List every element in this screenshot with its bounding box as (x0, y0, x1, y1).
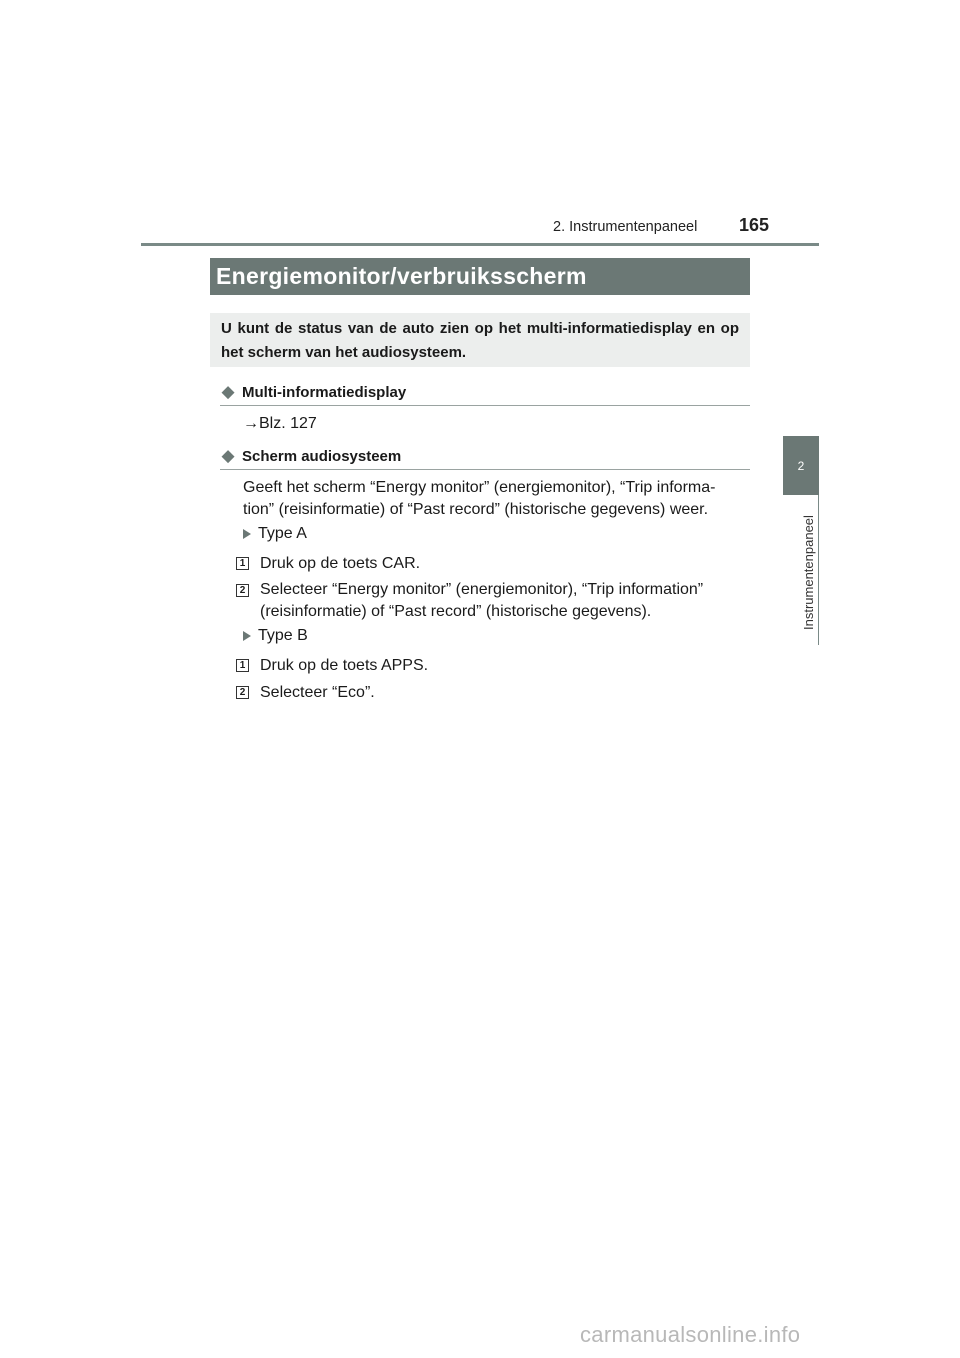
side-divider (818, 495, 819, 645)
page-reference-link[interactable]: →Blz. 127 (243, 415, 317, 432)
type-b-label: Type B (243, 627, 308, 645)
step-number-box: 2 (236, 686, 249, 699)
step-number-box: 1 (236, 557, 249, 570)
step-text-continued: (reisinformatie) of “Past record” (historische gegevens). (260, 603, 652, 620)
page-number: 165 (739, 215, 770, 235)
step-text: Druk op de toets CAR. (260, 555, 421, 572)
subheading-scherm-audiosysteem (220, 443, 750, 470)
triangle-bullet-icon (243, 631, 251, 641)
triangle-bullet-icon (243, 529, 251, 539)
step-number-box: 1 (236, 659, 249, 672)
step-text: Druk op de toets APPS. (260, 657, 429, 674)
diamond-bullet-icon: ◆ (221, 446, 235, 465)
subheading-text: Scherm audiosysteem (242, 447, 402, 465)
section-title: Energiemonitor/verbruiksscherm (210, 258, 750, 295)
diamond-bullet-icon: ◆ (221, 382, 235, 401)
chapter-tab: 2 (783, 436, 819, 495)
header-divider (141, 243, 819, 246)
chapter-side-label: Instrumentenpaneel (801, 515, 816, 630)
step-number-box: 2 (236, 584, 249, 597)
chapter-header: 2. Instrumentenpaneel (553, 219, 698, 235)
watermark: carmanualsonline.info (580, 1322, 801, 1347)
subheading-text: Multi-informatiedisplay (242, 383, 407, 401)
subheading-multi-informatiedisplay (220, 379, 750, 406)
step-text: Selecteer “Eco”. (260, 684, 375, 701)
description-line-1: Geeft het scherm “Energy monitor” (energiemonitor), “Trip informa- (243, 479, 716, 496)
description-line-2: tion” (reisinformatie) of “Past record” (historische gegevens) weer. (243, 501, 709, 518)
type-a-label: Type A (243, 525, 307, 543)
intro-box: U kunt de status van de auto zien op het multi-informatiedisplay en op het scherm van het audiosysteem. (210, 313, 750, 367)
step-text: Selecteer “Energy monitor” (energiemonitor), “Trip information” (260, 581, 704, 598)
